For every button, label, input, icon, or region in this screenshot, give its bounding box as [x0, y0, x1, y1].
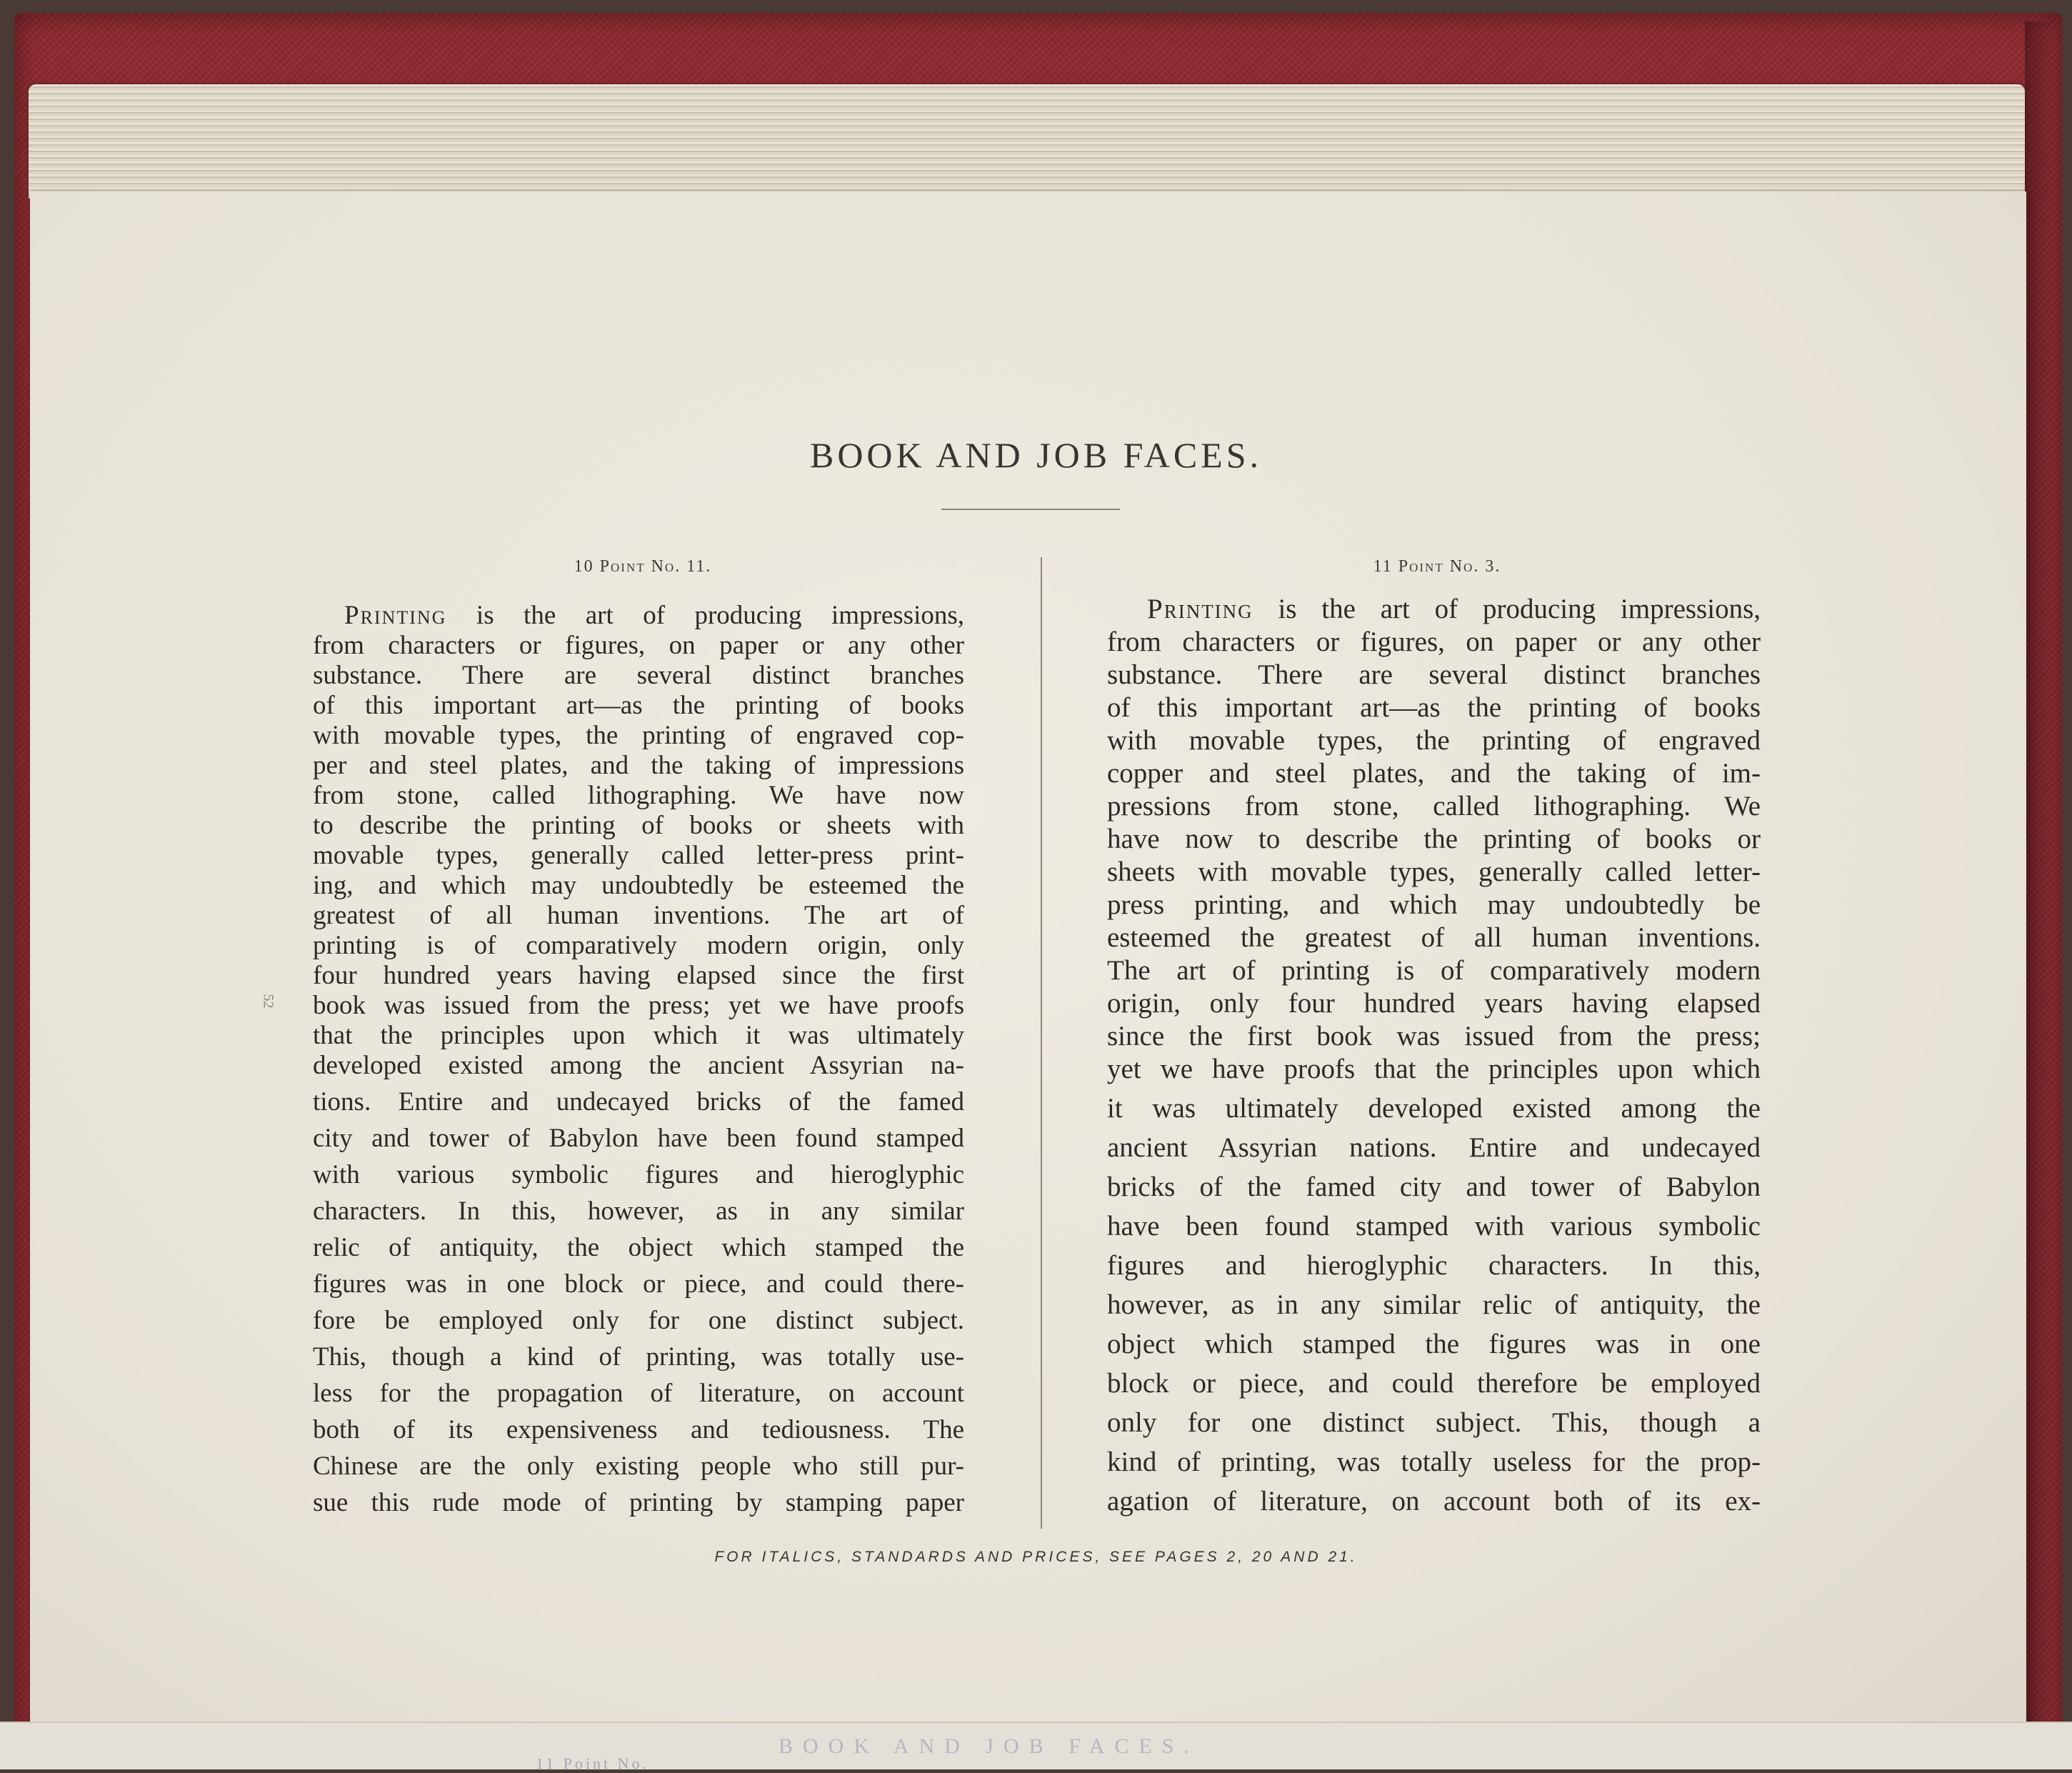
text-line: per and steel plates, and the taking of impressions — [313, 751, 964, 780]
text-line: of this important art—as the printing of books — [313, 691, 964, 720]
spine-shadow — [2025, 21, 2053, 1750]
text-line: book was issued from the press; yet we have proofs — [313, 991, 964, 1020]
ghost-title: BOOK AND JOB FACES. — [779, 1734, 1199, 1758]
text-line: Printing is the art of producing impressions, — [344, 601, 964, 630]
text-line: tions. Entire and undecayed bricks of the famed — [313, 1087, 964, 1117]
text-line: This, though a kind of printing, was totally use- — [313, 1342, 964, 1372]
text-line: printing is of comparatively modern origin, only — [313, 931, 964, 960]
text-line: yet we have proofs that the principles upon which — [1107, 1054, 1761, 1084]
text-line: object which stamped the figures was in one — [1107, 1329, 1761, 1359]
text-line: sheets with movable types, generally called letter- — [1107, 856, 1761, 887]
text-line: press printing, and which may undoubtedly be — [1107, 889, 1761, 920]
text-line: agation of literature, on account both of its ex- — [1107, 1486, 1761, 1517]
text-line: to describe the printing of books or sheets with — [313, 811, 964, 840]
next-page-edge — [0, 1722, 2072, 1772]
text-line: substance. There are several distinct branches — [313, 661, 964, 690]
text-line: city and tower of Babylon have been found stamped — [313, 1124, 964, 1153]
text-line: characters. In this, however, as in any similar — [313, 1197, 964, 1226]
text-line: from characters or figures, on paper or any other — [1107, 626, 1761, 657]
text-line: since the first book was issued from the press; — [1107, 1021, 1761, 1052]
text-line: esteemed the greatest of all human inventions. — [1107, 922, 1761, 953]
text-line: movable types, generally called letter-press print- — [313, 841, 964, 870]
column-divider — [1041, 557, 1042, 1529]
text-line: ing, and which may undoubtedly be esteemed the — [313, 871, 964, 900]
text-line: figures was in one block or piece, and could there- — [313, 1269, 964, 1299]
text-line: with various symbolic figures and hieroglyphic — [313, 1160, 964, 1189]
text-line: substance. There are several distinct branches — [1107, 659, 1761, 690]
text-line: The art of printing is of comparatively modern — [1107, 955, 1761, 986]
text-line: fore be employed only for one distinct subject. — [313, 1306, 964, 1335]
text-line: origin, only four hundred years having elapsed — [1107, 988, 1761, 1019]
text-line: developed existed among the ancient Assyrian na- — [313, 1051, 964, 1080]
footer-note: FOR ITALICS, STANDARDS AND PRICES, SEE PAGES 2, 20 AND 21. — [714, 1549, 1358, 1565]
text-line: Chinese are the only existing people who still pur- — [313, 1452, 964, 1481]
text-line: sue this rude mode of printing by stamping paper — [313, 1488, 964, 1517]
right-column-heading: 11 Point No. 3. — [1373, 557, 1501, 576]
text-line: kind of printing, was totally useless for the prop- — [1107, 1447, 1761, 1477]
margin-page-number: 52 — [260, 994, 276, 1009]
text-line: of this important art—as the printing of books — [1107, 692, 1761, 723]
page-stack-edge — [29, 84, 2025, 199]
text-line: bricks of the famed city and tower of Babylon — [1107, 1172, 1761, 1202]
text-line: less for the propagation of literature, on account — [313, 1379, 964, 1408]
text-line: however, as in any similar relic of antiquity, the — [1107, 1289, 1761, 1320]
text-line: Printing is the art of producing impressions, — [1147, 594, 1761, 624]
text-line: only for one distinct subject. This, though a — [1107, 1407, 1761, 1438]
ghost-heading: 11 Point No. — [536, 1754, 650, 1772]
text-line: both of its expensiveness and tediousness. The — [313, 1415, 964, 1444]
text-line: relic of antiquity, the object which stamped the — [313, 1233, 964, 1262]
text-line: it was ultimately developed existed among the — [1107, 1093, 1761, 1124]
lead-word: Printing — [344, 601, 447, 630]
text-line: pressions from stone, called lithographing. We — [1107, 791, 1761, 821]
text-line: that the principles upon which it was ultimately — [313, 1021, 964, 1050]
text-line: ancient Assyrian nations. Entire and undecayed — [1107, 1132, 1761, 1163]
text-line: block or piece, and could therefore be employed — [1107, 1368, 1761, 1399]
lead-word: Printing — [1147, 594, 1253, 624]
text-line: have been found stamped with various symbolic — [1107, 1211, 1761, 1242]
text-line: have now to describe the printing of books or — [1107, 824, 1761, 854]
text-line: figures and hieroglyphic characters. In this, — [1107, 1250, 1761, 1281]
text-line: from characters or figures, on paper or any other — [313, 631, 964, 660]
text-line: copper and steel plates, and the taking of im- — [1107, 758, 1761, 789]
text-line: greatest of all human inventions. The art of — [313, 901, 964, 930]
text-line: from stone, called lithographing. We have now — [313, 781, 964, 810]
page-title: BOOK AND JOB FACES. — [809, 435, 1263, 475]
title-rule — [941, 509, 1120, 510]
text-line: four hundred years having elapsed since the first — [313, 961, 964, 990]
left-column-heading: 10 Point No. 11. — [574, 557, 712, 576]
text-line: with movable types, the printing of engraved cop- — [313, 721, 964, 750]
text-line: with movable types, the printing of engraved — [1107, 725, 1761, 756]
